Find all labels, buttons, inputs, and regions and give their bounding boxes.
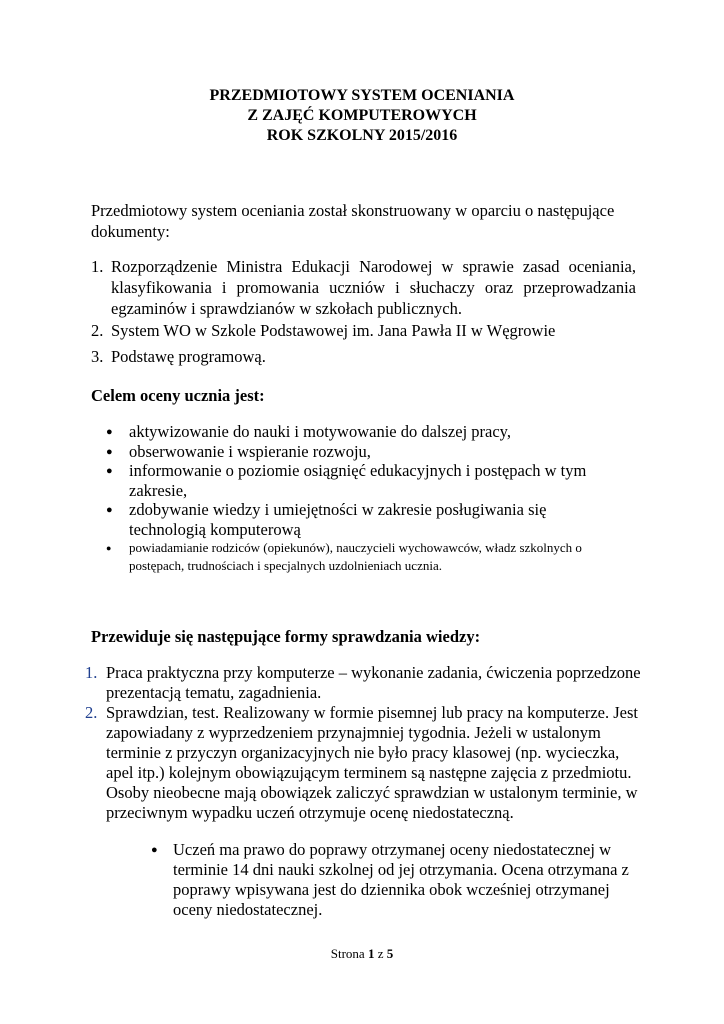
list-number: 1. (91, 257, 104, 276)
bullet-icon: ● (151, 844, 158, 856)
goal-list-item (106, 500, 626, 540)
bullet-icon: ● (106, 504, 113, 516)
list-text: Podstawę programową. (111, 347, 266, 366)
intro-paragraph: Przedmiotowy system oceniania został skonstruowany w oparciu o następujące dokumenty: (91, 201, 615, 241)
bullet-icon: ● (106, 543, 112, 553)
goal-list-item (106, 461, 626, 501)
goal-list-item (106, 539, 626, 575)
forms-heading: Przewiduje się następujące formy sprawdzania wiedzy: (91, 627, 481, 646)
page-footer (0, 946, 724, 962)
bullet-icon: ● (106, 465, 113, 477)
list-text: obserwowanie i wspieranie rozwoju, (129, 442, 371, 461)
footer-page-number: 1 (367, 946, 375, 961)
list-text: aktywizowanie do nauki i motywowanie do dalszej pracy, (129, 422, 511, 441)
list-text: Rozporządzenie Ministra Edukacji Narodowej w sprawie zasad oceniania, klasyfikowania i promowania uczniów i słuchaczy oraz przeprowadzania egzaminów i sprawdzianów w szkołach publicznych. (111, 257, 636, 318)
document-list-item (91, 256, 636, 319)
bullet-icon: ● (106, 426, 113, 438)
list-text: powiadamianie rodziców (opiekunów), nauczycieli wychowawców, władz szkolnych o postępach, trudnościach i specjalnych uzdolnieniach ucznia. (129, 540, 582, 573)
list-number: 2. (91, 321, 104, 340)
list-number: 1. (85, 663, 98, 682)
list-number: 3. (91, 347, 104, 366)
footer-of: z (377, 946, 384, 961)
footer-prefix: Strona (330, 946, 365, 961)
retake-rule-item (151, 840, 631, 920)
list-text: Uczeń ma prawo do poprawy otrzymanej oceny niedostatecznej w terminie 14 dni nauki szkolnej od jej otrzymania. Ocena otrzymana z poprawy wpisywana jest do dziennika obok wcześniej otrzymanej oceny niedostatecznej. (173, 840, 629, 919)
goal-list-item (106, 442, 626, 462)
forms-list-item (85, 703, 645, 823)
list-number: 2. (85, 703, 98, 722)
goals-heading: Celem oceny ucznia jest: (91, 386, 265, 405)
forms-list-item (85, 663, 645, 703)
list-text: Praca praktyczna przy komputerze – wykonanie zadania, ćwiczenia poprzedzone prezentacją tematu, zagadnienia. (106, 663, 641, 702)
title-line-1: PRZEDMIOTOWY SYSTEM OCENIANIA (209, 87, 515, 104)
document-list-item (91, 346, 636, 367)
list-text: informowanie o poziomie osiągnięć edukacyjnych i postępach w tym zakresie, (129, 461, 587, 500)
bullet-icon: ● (106, 446, 113, 458)
list-text: Sprawdzian, test. Realizowany w formie pisemnej lub pracy na komputerze. Jest zapowiadany z wyprzedzeniem przynajmniej tygodnia. Jeżeli w ustalonym terminie z przyczyn organizacyjnych nie było pracy klasowej (np. wycieczka, apel itp.) kolejnym obowiązującym terminem są następne zajęcia z przedmiotu. Osoby nieobecne mają obowiązek zaliczyć sprawdzian w ustalonym terminie, w przeciwnym wypadku uczeń otrzymuje ocenę niedostateczną. (106, 703, 638, 822)
title-line-2: Z ZAJĘĆ KOMPUTEROWYCH (247, 107, 477, 124)
footer-total-pages: 5 (386, 946, 394, 961)
goal-list-item (106, 422, 626, 442)
title-line-3: ROK SZKOLNY 2015/2016 (266, 127, 458, 144)
list-text: System WO w Szkole Podstawowej im. Jana Pawła II w Węgrowie (111, 321, 556, 340)
document-list-item (91, 320, 636, 341)
list-text: zdobywanie wiedzy i umiejętności w zakresie posługiwania się technologią komputerową (129, 500, 547, 539)
